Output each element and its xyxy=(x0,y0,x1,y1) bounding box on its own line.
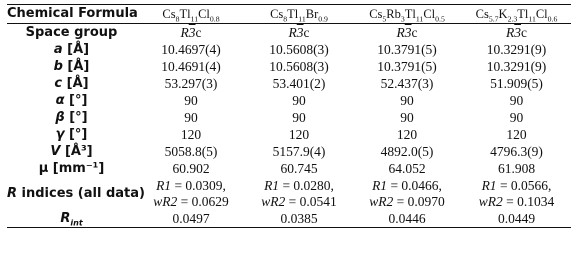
table-row xyxy=(7,58,571,75)
table-row xyxy=(7,41,571,58)
table-row xyxy=(7,126,571,143)
table-cell: 10.3291(9) xyxy=(486,59,547,74)
row-label: b [Å] xyxy=(53,59,90,74)
table-cell: 10.4691(4) xyxy=(161,59,221,74)
compound-formula: $Cs_{5.7}K_{2.3}Tl_{11}Cl_{0.6}$ xyxy=(462,5,571,24)
table-cell: 61.908 xyxy=(497,161,536,176)
table-cell: R1 = 0.0309, wR2 = 0.0629 xyxy=(153,177,229,209)
row-label: μ [mm⁻¹] xyxy=(38,161,105,176)
table-cell: R3c xyxy=(136,24,246,42)
header-label: Chemical Formula xyxy=(7,5,136,24)
table-cell: 10.3791(5) xyxy=(377,42,437,57)
table-cell: 0.0449 xyxy=(462,210,571,228)
compound-formula: $Cs_8Tl_{11}Br_{0.9}$ xyxy=(246,5,352,24)
row-label: a [Å] xyxy=(53,42,90,57)
row-label: β [°] xyxy=(55,110,88,125)
table-row-rint xyxy=(7,210,571,228)
table-row xyxy=(7,109,571,126)
table-cell: 90 xyxy=(184,93,198,108)
table-cell: 0.0497 xyxy=(136,210,246,228)
table-cell: 10.4697(4) xyxy=(161,42,221,57)
table-cell: 60.902 xyxy=(172,161,210,176)
table-cell: 120 xyxy=(288,127,310,142)
table-cell: R1 = 0.0280, wR2 = 0.0541 xyxy=(261,177,337,209)
table-cell: 90 xyxy=(400,110,414,125)
table-row xyxy=(7,143,571,160)
table-cell: 90 xyxy=(292,110,306,125)
table-cell: 10.5608(3) xyxy=(269,59,329,74)
row-label: R indices (all data) xyxy=(7,185,145,201)
compound-formula: $Cs_8Tl_{11}Cl_{0.8}$ xyxy=(136,5,246,24)
table-header-row xyxy=(7,5,571,24)
table-cell: 120 xyxy=(396,127,418,142)
table-cell: 10.3791(5) xyxy=(377,59,437,74)
table-cell: R3c xyxy=(246,24,352,42)
table-cell: 53.297(3) xyxy=(164,76,218,91)
table-cell: 90 xyxy=(400,93,414,108)
table-cell: R3c xyxy=(462,24,571,42)
table-cell: R1 = 0.0466, wR2 = 0.0970 xyxy=(369,177,445,209)
table-cell: 10.3291(9) xyxy=(486,42,547,57)
row-label: γ [°] xyxy=(55,127,88,142)
compound-formula: $Cs_5Rb_3Tl_{11}Cl_{0.5}$ xyxy=(352,5,462,24)
table-cell: 120 xyxy=(506,127,527,142)
table-cell: 0.0385 xyxy=(246,210,352,228)
table-cell: 0.0446 xyxy=(352,210,462,228)
row-label: c [Å] xyxy=(54,76,89,91)
row-label: V [Å³] xyxy=(50,144,93,159)
row-label: Space group xyxy=(7,24,136,42)
table-cell: 90 xyxy=(509,93,524,108)
table-cell: 120 xyxy=(180,127,202,142)
table-row xyxy=(7,75,571,92)
table-cell: 5157.9(4) xyxy=(272,144,326,159)
table-cell: 64.052 xyxy=(388,161,426,176)
table-row xyxy=(7,160,571,177)
table-cell: 52.437(3) xyxy=(380,76,434,91)
table-cell: 90 xyxy=(184,110,198,125)
table-cell: R1 = 0.0566, wR2 = 0.1034 xyxy=(478,177,555,209)
crystal-data-table xyxy=(7,4,571,228)
table-cell: 10.5608(3) xyxy=(269,42,329,57)
table-row xyxy=(7,92,571,109)
row-label: $R_{int}$ xyxy=(7,210,136,228)
table-cell: R3c xyxy=(352,24,462,42)
table-cell: 90 xyxy=(292,93,306,108)
row-label: α [°] xyxy=(55,93,88,108)
table-cell: 53.401(2) xyxy=(272,76,326,91)
table-cell: 4892.0(5) xyxy=(380,144,434,159)
table-cell: 51.909(5) xyxy=(490,76,543,91)
table-cell: 5058.8(5) xyxy=(164,144,218,159)
table-row-r-indices xyxy=(7,177,571,210)
table-row xyxy=(7,24,571,42)
table-cell: 4796.3(9) xyxy=(490,144,543,159)
table-cell: 60.745 xyxy=(280,161,318,176)
table-cell: 90 xyxy=(509,110,524,125)
